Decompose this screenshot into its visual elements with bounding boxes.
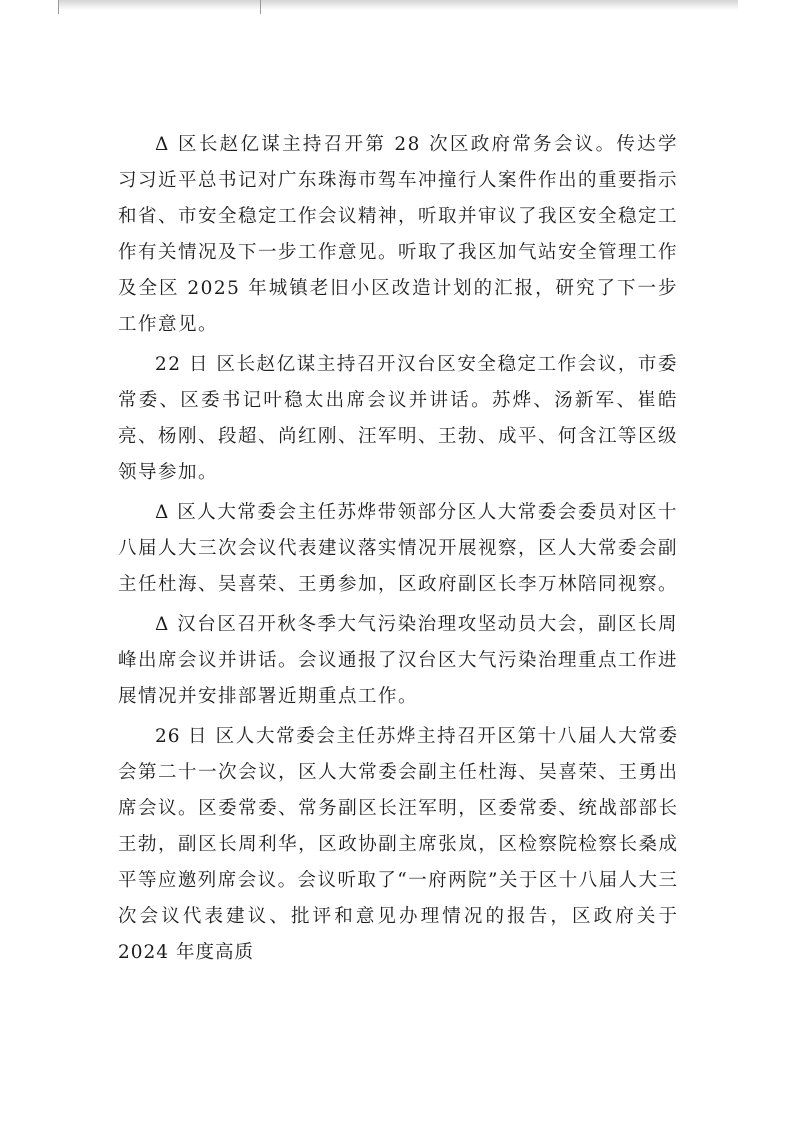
paragraph-air-pollution: Δ 汉台区召开秋冬季大气污染治理攻坚动员大会，副区长周峰出席会议并讲话。会议通报了汉台区大气污染治理重点工作进展情况并安排部署近期重点工作。 [118, 614, 679, 707]
paragraph-safety-meeting: 22 日 区长赵亿谋主持召开汉台区安全稳定工作会议，市委常委、区委书记叶稳太出席会议并讲话。苏烨、汤新军、崔皓亮、杨刚、段超、尚红刚、汪军明、王勃、成平、何含江等区级领导参加。 [118, 354, 679, 483]
paragraph-standing-meeting: Δ 区长赵亿谋主持召开第 28 次区政府常务会议。传达学习习近平总书记对广东珠海市驾车冲撞行人案件作出的重要指示和省、市安全稳定工作会议精神，听取并审议了我区安全稳定工作有关情况及下一步工作意见。听取了我区加气站安全管理工作及全区 2025 年城镇老旧小区改造计划的汇报，研究了下一步工作意见。 [118, 134, 679, 335]
scan-top-edge [58, 0, 738, 10]
scan-mark-left [58, 0, 59, 14]
paragraph-npc-session: 26 日 区人大常委会主任苏烨主持召开区第十八届人大常委会第二十一次会议，区人大常委会副主任杜海、吴喜荣、王勇出席会议。区委常委、常务副区长汪军明，区委常委、统战部部长王勃，副区长周利华，区政协副主席张岚，区检察院检察长桑成平等应邀列席会议。会议听取了“一府两院”关于区十八届人大三次会议代表建议、批评和意见办理情况的报告，区政府关于 2024 年度高质 [118, 726, 678, 963]
paragraph-npc-inspection: Δ 区人大常委会主任苏烨带领部分区人大常委会委员对区十八届人大三次会议代表建议落实情况开展视察，区人大常委会副主任杜海、吴喜荣、王勇参加，区政府副区长李万林陪同视察。 [118, 502, 679, 595]
document-body [118, 127, 678, 975]
scan-mark-middle [260, 0, 261, 14]
